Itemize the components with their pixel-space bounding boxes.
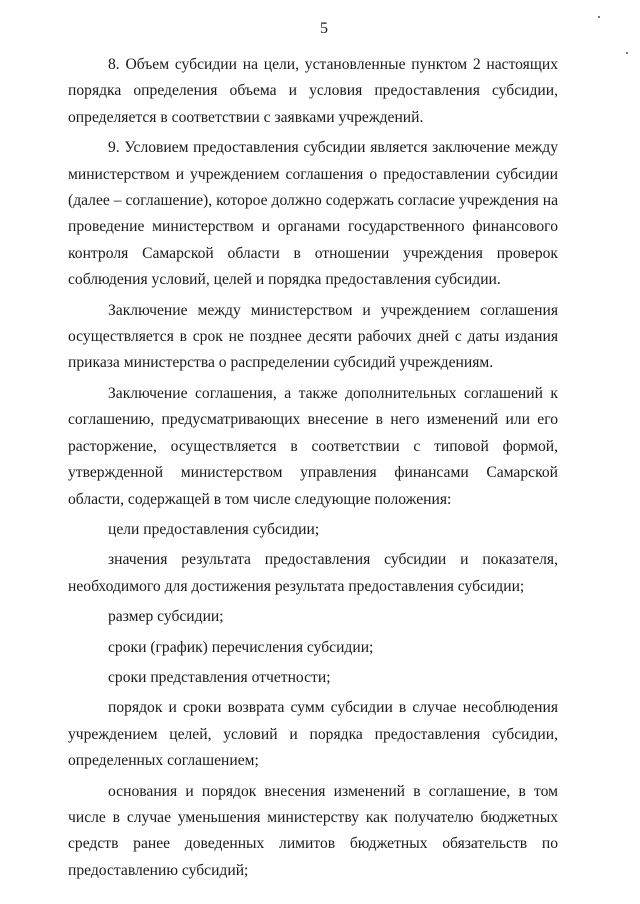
paragraph-9: 9. Условием предоставления субсидии является заключение между министерством и учреждением соглашения о предоставлении субсидии (далее – соглашение), которое должно содержать согласие учреждения на проведение министерством и органами государственного финансового контроля Самарской области в отношении учреждения проверок соблюдения условий, целей и порядка предоставления субсидии. bbox=[68, 139, 558, 289]
page-number: 5 bbox=[320, 20, 328, 37]
list-item: сроки представления отчетности; bbox=[108, 668, 331, 686]
scan-speck bbox=[626, 52, 628, 54]
list-item: сроки (график) перечисления субсидии; bbox=[108, 638, 374, 656]
list-item: цели предоставления субсидии; bbox=[108, 520, 320, 538]
list-item: основания и порядок внесения изменений в соглашение, в том числе в случае уменьшения министерству как получателю бюджетных средств ранее доведенных лимитов бюджетных обязательств по предоставлению субсидий; bbox=[68, 782, 558, 879]
paragraph-agreement-form: Заключение соглашения, а также дополнительных соглашений к соглашению, предусматривающих внесение в него изменений или его расторжение, осуществляется в соответствии с типовой формой, утвержденной министерством управления финансами Самарской области, содержащей в том числе следующие положения: bbox=[68, 384, 558, 508]
list-item: порядок и сроки возврата сумм субсидии в случае несоблюдения учреждением целей, условий и порядка предоставления субсидии, определенных соглашением; bbox=[68, 699, 558, 770]
list-item: значения результата предоставления субсидии и показателя, необходимого для достижения результата предоставления субсидии; bbox=[68, 551, 558, 595]
document-body bbox=[68, 52, 558, 884]
list-item: размер субсидии; bbox=[108, 608, 224, 626]
paragraph-8: 8. Объем субсидии на цели, установленные пунктом 2 настоящих порядка определения объема и условия предоставления субсидии, определяется в соответствии с заявками учреждений. bbox=[68, 56, 558, 126]
paragraph-agreement-term: Заключение между министерством и учреждением соглашения осуществляется в срок не позднее десяти рабочих дней с даты издания приказа министерства о распределении субсидий учреждениям. bbox=[68, 301, 558, 372]
scan-speck bbox=[598, 16, 600, 18]
